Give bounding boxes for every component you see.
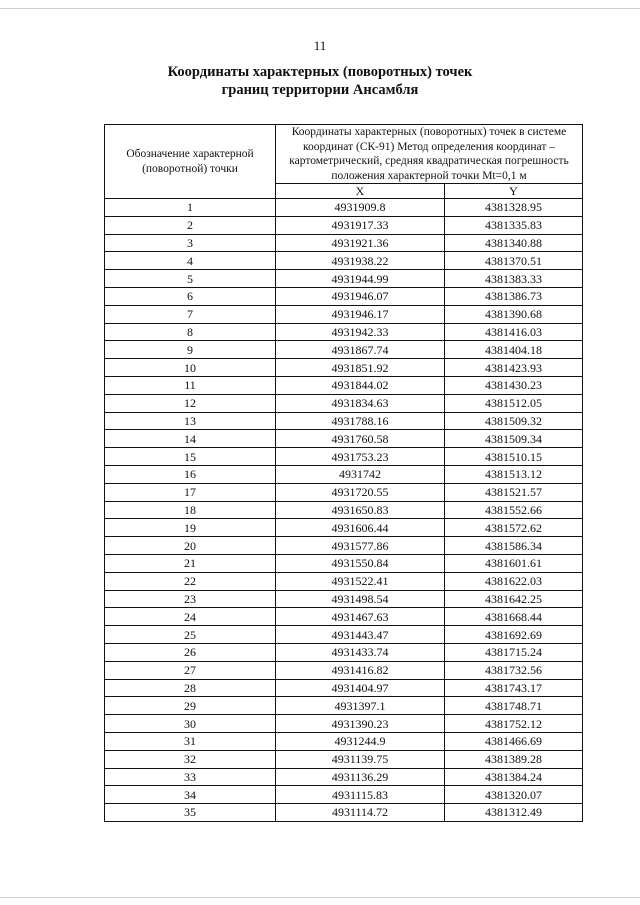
table-row [105,270,583,288]
point-number-cell: 10 [105,359,276,377]
x-coordinate-cell: 4931522.41 [276,572,445,590]
y-coordinate-cell: 4381552.66 [445,501,583,519]
point-number-cell: 24 [105,608,276,626]
y-coordinate-cell: 4381642.25 [445,590,583,608]
point-number-cell: 18 [105,501,276,519]
point-number-cell: 26 [105,643,276,661]
table-row [105,412,583,430]
point-number-cell: 11 [105,376,276,394]
table-row [105,199,583,217]
x-coordinate-cell: 4931921.36 [276,234,445,252]
table-row [105,305,583,323]
y-coordinate-cell: 4381509.34 [445,430,583,448]
table-row [105,786,583,804]
table-row [105,715,583,733]
x-coordinate-cell: 4931946.07 [276,287,445,305]
point-number-cell: 1 [105,199,276,217]
point-number-cell: 34 [105,786,276,804]
x-coordinate-cell: 4931467.63 [276,608,445,626]
table-row [105,394,583,412]
x-coordinate-cell: 4931909.8 [276,199,445,217]
point-number-cell: 20 [105,537,276,555]
table-row [105,590,583,608]
table-row [105,732,583,750]
table-row [105,697,583,715]
y-coordinate-cell: 4381430.23 [445,376,583,394]
y-coordinate-cell: 4381423.93 [445,359,583,377]
y-coordinate-cell: 4381312.49 [445,804,583,822]
point-number-cell: 15 [105,448,276,466]
y-coordinate-cell: 4381335.83 [445,216,583,234]
x-coordinate-cell: 4931139.75 [276,750,445,768]
x-coordinate-cell: 4931944.99 [276,270,445,288]
point-number-cell: 28 [105,679,276,697]
header-coordinates: Координаты характерных (поворотных) точек в системе координат (СК-91) Метод определения координат – картометрический, средняя квадратическая погрешность положения характерной точки Mt=0,1 м [276,125,583,184]
table-row [105,661,583,679]
point-number-cell: 6 [105,287,276,305]
point-number-cell: 2 [105,216,276,234]
x-coordinate-cell: 4931404.97 [276,679,445,697]
table-row [105,465,583,483]
table-row [105,554,583,572]
point-number-cell: 25 [105,626,276,644]
table-row [105,608,583,626]
y-coordinate-cell: 4381466.69 [445,732,583,750]
header-y: Y [445,184,583,199]
x-coordinate-cell: 4931114.72 [276,804,445,822]
point-number-cell: 16 [105,465,276,483]
y-coordinate-cell: 4381513.12 [445,465,583,483]
y-coordinate-cell: 4381521.57 [445,483,583,501]
table-row [105,519,583,537]
table-row [105,341,583,359]
y-coordinate-cell: 4381586.34 [445,537,583,555]
table-row [105,359,583,377]
point-number-cell: 33 [105,768,276,786]
x-coordinate-cell: 4931650.83 [276,501,445,519]
x-coordinate-cell: 4931136.29 [276,768,445,786]
x-coordinate-cell: 4931946.17 [276,305,445,323]
point-number-cell: 31 [105,732,276,750]
x-coordinate-cell: 4931834.63 [276,394,445,412]
x-coordinate-cell: 4931917.33 [276,216,445,234]
y-coordinate-cell: 4381715.24 [445,643,583,661]
y-coordinate-cell: 4381743.17 [445,679,583,697]
scan-edge-bottom [0,897,640,898]
y-coordinate-cell: 4381416.03 [445,323,583,341]
point-number-cell: 5 [105,270,276,288]
x-coordinate-cell: 4931942.33 [276,323,445,341]
point-number-cell: 32 [105,750,276,768]
table-row [105,572,583,590]
x-coordinate-cell: 4931851.92 [276,359,445,377]
y-coordinate-cell: 4381748.71 [445,697,583,715]
point-number-cell: 30 [105,715,276,733]
x-coordinate-cell: 4931390.23 [276,715,445,733]
point-number-cell: 21 [105,554,276,572]
table-row [105,323,583,341]
y-coordinate-cell: 4381384.24 [445,768,583,786]
point-number-cell: 8 [105,323,276,341]
x-coordinate-cell: 4931433.74 [276,643,445,661]
y-coordinate-cell: 4381601.61 [445,554,583,572]
x-coordinate-cell: 4931760.58 [276,430,445,448]
header-point-designation: Обозначение характерной (поворотной) точки [105,125,276,199]
y-coordinate-cell: 4381512.05 [445,394,583,412]
table-row [105,501,583,519]
table-row [105,376,583,394]
point-number-cell: 29 [105,697,276,715]
x-coordinate-cell: 4931416.82 [276,661,445,679]
point-number-cell: 35 [105,804,276,822]
coordinates-table [104,124,583,822]
title-line-1: Координаты характерных (поворотных) точек [167,64,473,80]
point-number-cell: 27 [105,661,276,679]
x-coordinate-cell: 4931742 [276,465,445,483]
title-line-2: границ территории Ансамбля [221,82,419,98]
y-coordinate-cell: 4381390.68 [445,305,583,323]
x-coordinate-cell: 4931938.22 [276,252,445,270]
table-row [105,537,583,555]
y-coordinate-cell: 4381370.51 [445,252,583,270]
point-number-cell: 19 [105,519,276,537]
header-x: X [276,184,445,199]
table-row [105,234,583,252]
x-coordinate-cell: 4931550.84 [276,554,445,572]
table-row [105,768,583,786]
x-coordinate-cell: 4931867.74 [276,341,445,359]
y-coordinate-cell: 4381328.95 [445,199,583,217]
x-coordinate-cell: 4931115.83 [276,786,445,804]
y-coordinate-cell: 4381692.69 [445,626,583,644]
x-coordinate-cell: 4931753.23 [276,448,445,466]
y-coordinate-cell: 4381340.88 [445,234,583,252]
page-number: 11 [313,38,327,53]
point-number-cell: 7 [105,305,276,323]
point-number-cell: 17 [105,483,276,501]
x-coordinate-cell: 4931844.02 [276,376,445,394]
x-coordinate-cell: 4931244.9 [276,732,445,750]
y-coordinate-cell: 4381622.03 [445,572,583,590]
point-number-cell: 12 [105,394,276,412]
page-title [0,63,640,99]
y-coordinate-cell: 4381572.62 [445,519,583,537]
point-number-cell: 4 [105,252,276,270]
table-row [105,679,583,697]
y-coordinate-cell: 4381509.32 [445,412,583,430]
x-coordinate-cell: 4931577.86 [276,537,445,555]
point-number-cell: 13 [105,412,276,430]
x-coordinate-cell: 4931606.44 [276,519,445,537]
point-number-cell: 14 [105,430,276,448]
x-coordinate-cell: 4931397.1 [276,697,445,715]
x-coordinate-cell: 4931443.47 [276,626,445,644]
y-coordinate-cell: 4381386.73 [445,287,583,305]
x-coordinate-cell: 4931498.54 [276,590,445,608]
table-row [105,626,583,644]
table-row [105,287,583,305]
y-coordinate-cell: 4381752.12 [445,715,583,733]
table-row [105,448,583,466]
y-coordinate-cell: 4381668.44 [445,608,583,626]
table-row [105,804,583,822]
table-row [105,430,583,448]
y-coordinate-cell: 4381383.33 [445,270,583,288]
table-row [105,252,583,270]
point-number-cell: 23 [105,590,276,608]
y-coordinate-cell: 4381389.28 [445,750,583,768]
table-row [105,643,583,661]
table-row [105,483,583,501]
table-row [105,750,583,768]
table-row [105,216,583,234]
scan-edge-top [0,8,640,9]
x-coordinate-cell: 4931788.16 [276,412,445,430]
y-coordinate-cell: 4381732.56 [445,661,583,679]
y-coordinate-cell: 4381510.15 [445,448,583,466]
y-coordinate-cell: 4381320.07 [445,786,583,804]
y-coordinate-cell: 4381404.18 [445,341,583,359]
point-number-cell: 9 [105,341,276,359]
point-number-cell: 22 [105,572,276,590]
x-coordinate-cell: 4931720.55 [276,483,445,501]
coordinates-table-body [105,199,583,822]
point-number-cell: 3 [105,234,276,252]
